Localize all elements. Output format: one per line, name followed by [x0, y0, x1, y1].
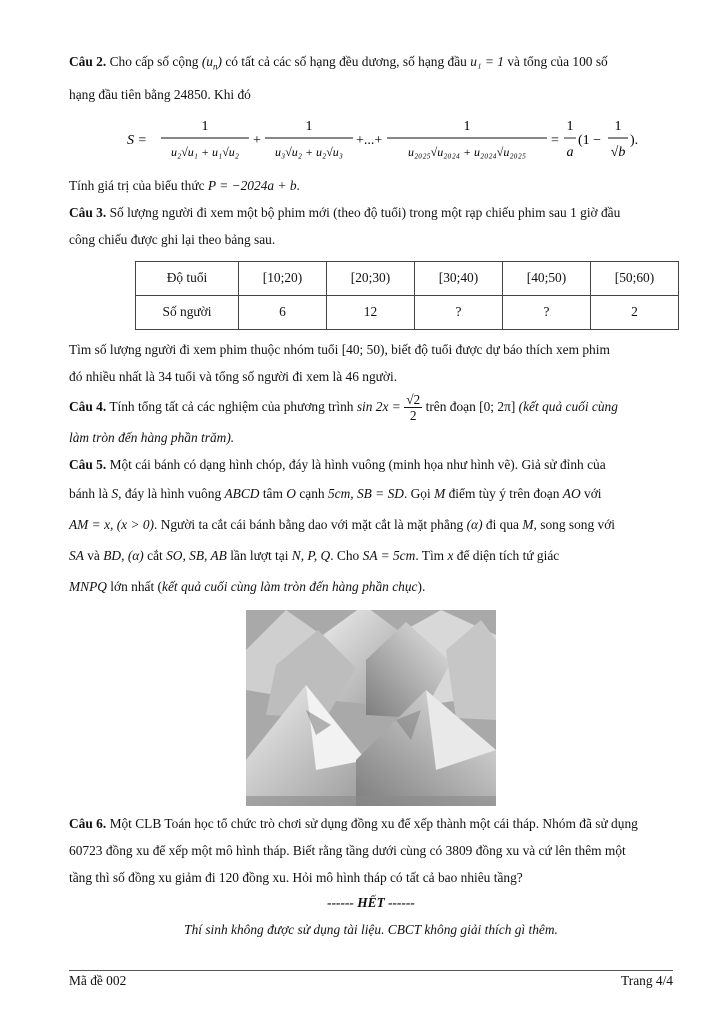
q5-l3-alpha: (α): [466, 516, 483, 532]
q3-text1: Số lượng người đi xem một bộ phim mới (theo độ tuổi) trong một rạp chiếu phim sau 1 giờ đầu: [109, 204, 621, 220]
q5-label: Câu 5.: [69, 456, 107, 472]
formula-one-b: 1: [614, 118, 622, 134]
q5-l2-b: đáy là hình vuông: [124, 485, 222, 501]
q5-l1: Một cái bánh có dạng hình chóp, đáy là hình vuông (minh họa như hình vẽ). Giả sử đỉnh của: [109, 456, 606, 472]
q4-note2: làm tròn đến hàng phần trăm).: [69, 429, 235, 445]
q5-l4-g: lần lượt tại: [230, 547, 289, 563]
exam-note: Thí sinh không được sử dụng tài liệu. CBCT không giải thích gì thêm.: [184, 921, 558, 937]
q2-text-b: có tất cả các số hạng đều dương, số hạng đầu: [225, 54, 467, 69]
page-footer: [69, 970, 673, 988]
q2-line3: [69, 172, 673, 199]
table-row: [136, 295, 679, 329]
q5-l4-l: để diện tích tứ giác: [456, 547, 560, 563]
table-cell: 6: [239, 295, 327, 329]
q5-l4-e: cắt: [147, 547, 163, 563]
q3-after1: [69, 336, 673, 363]
formula-denominator-3: u₂₀₂₅√u₂₀₂₄ + u₂₀₂₄√u₂₀₂₅: [407, 144, 527, 159]
page-number: Trang 4/4: [621, 973, 673, 988]
q6-label: Câu 6.: [69, 815, 107, 831]
formula-paren-close: ).: [630, 132, 639, 148]
q2-u1: u₁ = 1: [470, 54, 504, 69]
q5-l2-5cm: 5cm, SB = SD: [327, 485, 404, 501]
q3-after1-c: , biết độ tuổi được dự báo thích xem phim: [384, 341, 610, 357]
q5-l2-S: S,: [111, 485, 122, 501]
q5-line3: [69, 509, 673, 540]
q5-l2-M: M: [434, 485, 446, 501]
q5-l4-a: SA: [69, 547, 84, 563]
q5-l2-f: điểm tùy ý trên đoạn: [448, 485, 560, 501]
q6-l1: Một CLB Toán học tổ chức trò chơi sử dụng đồng xu để xếp thành một cái tháp. Nhóm đã sử dụng: [109, 815, 638, 831]
formula-equals: =: [551, 132, 559, 148]
table-row-label: Số người: [136, 295, 239, 329]
q5-l4-x: x: [447, 547, 454, 563]
table-cell: [40;50): [503, 261, 591, 295]
q3-after1-a: Tìm số lượng người đi xem phim thuộc nhóm tuổi: [69, 341, 339, 357]
q2-text-c: và tổng của 100 số: [507, 54, 608, 69]
q4-interval: [0; 2π]: [479, 398, 516, 414]
q5-l2-c: tâm: [262, 485, 283, 501]
q4-fraction: [404, 392, 422, 423]
q5-l3-c: đi qua: [485, 516, 519, 532]
q5-l4-b: và: [87, 547, 100, 563]
q5-l3-a: AM = x, (x > 0): [69, 516, 154, 532]
table-cell: 2: [591, 295, 679, 329]
q5-l4-j: SA = 5cm: [362, 547, 416, 563]
table-cell: [10;20): [239, 261, 327, 295]
q5-l2-d: cạnh: [299, 485, 325, 501]
q3-age-group: [40; 50): [341, 341, 385, 357]
q4-denominator: 2: [409, 408, 417, 424]
q4-text-a: Tính tổng tất cả các nghiệm của phương trình: [109, 398, 354, 414]
q5-l2-abcd: ABCD: [224, 485, 260, 501]
q4-text-b: trên đoạn: [425, 398, 476, 414]
q3-after2: đó nhiều nhất là 34 tuổi và tổng số người đi xem là 46 người.: [69, 368, 398, 384]
q4-line1: [69, 390, 673, 424]
q2-line3-text: Tính giá trị của biểu thức: [69, 177, 205, 193]
q2-period: .: [296, 177, 300, 193]
q6-line2: 60723 đồng xu để xếp một mô hình tháp. Biết rằng tầng dưới cùng có 3809 đồng xu và cứ lên thêm một: [69, 842, 626, 858]
q2-label: Câu 2.: [69, 54, 107, 69]
table-cell: [20;30): [327, 261, 415, 295]
q5-l3-b: . Người ta cắt cái bánh bằng dao với mặt cắt là mặt phẳng: [154, 516, 464, 532]
q4-line2: [69, 424, 673, 451]
formula-denominator-1: u₂√u₁ + u₁√u₂: [171, 144, 239, 159]
q5-l5-d: ).: [417, 578, 426, 594]
q5-l2-AO: AO: [562, 485, 581, 501]
q2-line2: hạng đầu tiên bằng 24850. Khi đó: [69, 86, 251, 102]
q5-l5-c: kết quả cuối cùng làm tròn đến hàng phần chục: [162, 578, 418, 594]
exam-code: Mã đề 002: [69, 973, 127, 988]
q3-line2: công chiếu được ghi lại theo bảng sau.: [69, 231, 276, 247]
q5-l4-k: . Tìm: [415, 547, 445, 563]
q5-l4-i: . Cho: [330, 547, 360, 563]
formula-one-a: 1: [566, 118, 574, 134]
q5-l4-f: SO, SB, AB: [166, 547, 227, 563]
table-cell: ?: [503, 295, 591, 329]
formula-S: S =: [127, 132, 147, 148]
table-header-label: Độ tuổi: [136, 261, 239, 295]
q5-l4-d: ,: [121, 547, 125, 563]
table-cell: 12: [327, 295, 415, 329]
q4-numerator: √2: [406, 392, 421, 408]
q5-line2: [69, 478, 673, 509]
q5-l4-h: N, P, Q: [291, 547, 331, 563]
q5-l2-g: với: [584, 485, 602, 501]
exam-page: [69, 48, 673, 945]
formula-numerator-1: 1: [201, 118, 209, 134]
age-table: [135, 261, 679, 330]
table-row: [136, 261, 679, 295]
q5-line4: [69, 540, 673, 571]
formula-paren-open: (1 −: [578, 132, 602, 148]
q4-note1: (kết quả cuối cùng: [518, 398, 618, 414]
q2-expression: P = −2024a + b: [207, 177, 297, 193]
q5-l5-a: MNPQ: [69, 578, 107, 594]
q5-line5: [69, 571, 673, 602]
formula-numerator-2: 1: [305, 118, 313, 134]
q3-label: Câu 3.: [69, 204, 107, 220]
pyramid-cake-photo: [246, 610, 496, 806]
table-cell: [30;40): [415, 261, 503, 295]
svg-text:+: +: [253, 132, 261, 148]
q2-line1: [69, 48, 673, 81]
q5-l4-c: BD: [103, 547, 122, 563]
q5-l2-e: . Gọi: [403, 485, 431, 501]
q3-line1: [69, 199, 673, 226]
formula-a: a: [566, 144, 574, 160]
q4-label: Câu 4.: [69, 398, 107, 414]
formula-dots: +...+: [356, 132, 383, 148]
q5-line1: [69, 451, 673, 478]
q5-l3-M: M,: [522, 516, 537, 532]
table-cell: ?: [415, 295, 503, 329]
q6-line1: [69, 810, 673, 837]
formula-sqrt-b: √b: [610, 144, 626, 160]
table-cell: [50;60): [591, 261, 679, 295]
formula-numerator-3: 1: [463, 118, 471, 134]
q2-text-a: Cho cấp số cộng: [109, 54, 199, 69]
q5-l2-a: bánh là: [69, 485, 109, 501]
q2-formula: [69, 108, 673, 172]
q2-sequence: $(u_n)$: [201, 54, 222, 72]
q4-eq-left: sin 2x =: [356, 398, 401, 414]
q5-l4-alpha: (α): [127, 547, 144, 563]
q5-l3-d: song song với: [540, 516, 616, 532]
q5-l5-b: lớn nhất (: [110, 578, 163, 594]
q6-line3: tầng thì số đồng xu giảm đi 120 đồng xu. Hỏi mô hình tháp có tất cả bao nhiêu tầng?: [69, 869, 523, 885]
end-marker: ------ HẾT ------: [327, 894, 415, 910]
formula-denominator-2: u₃√u₂ + u₂√u₃: [275, 144, 343, 159]
q5-l2-O: O: [286, 485, 296, 501]
